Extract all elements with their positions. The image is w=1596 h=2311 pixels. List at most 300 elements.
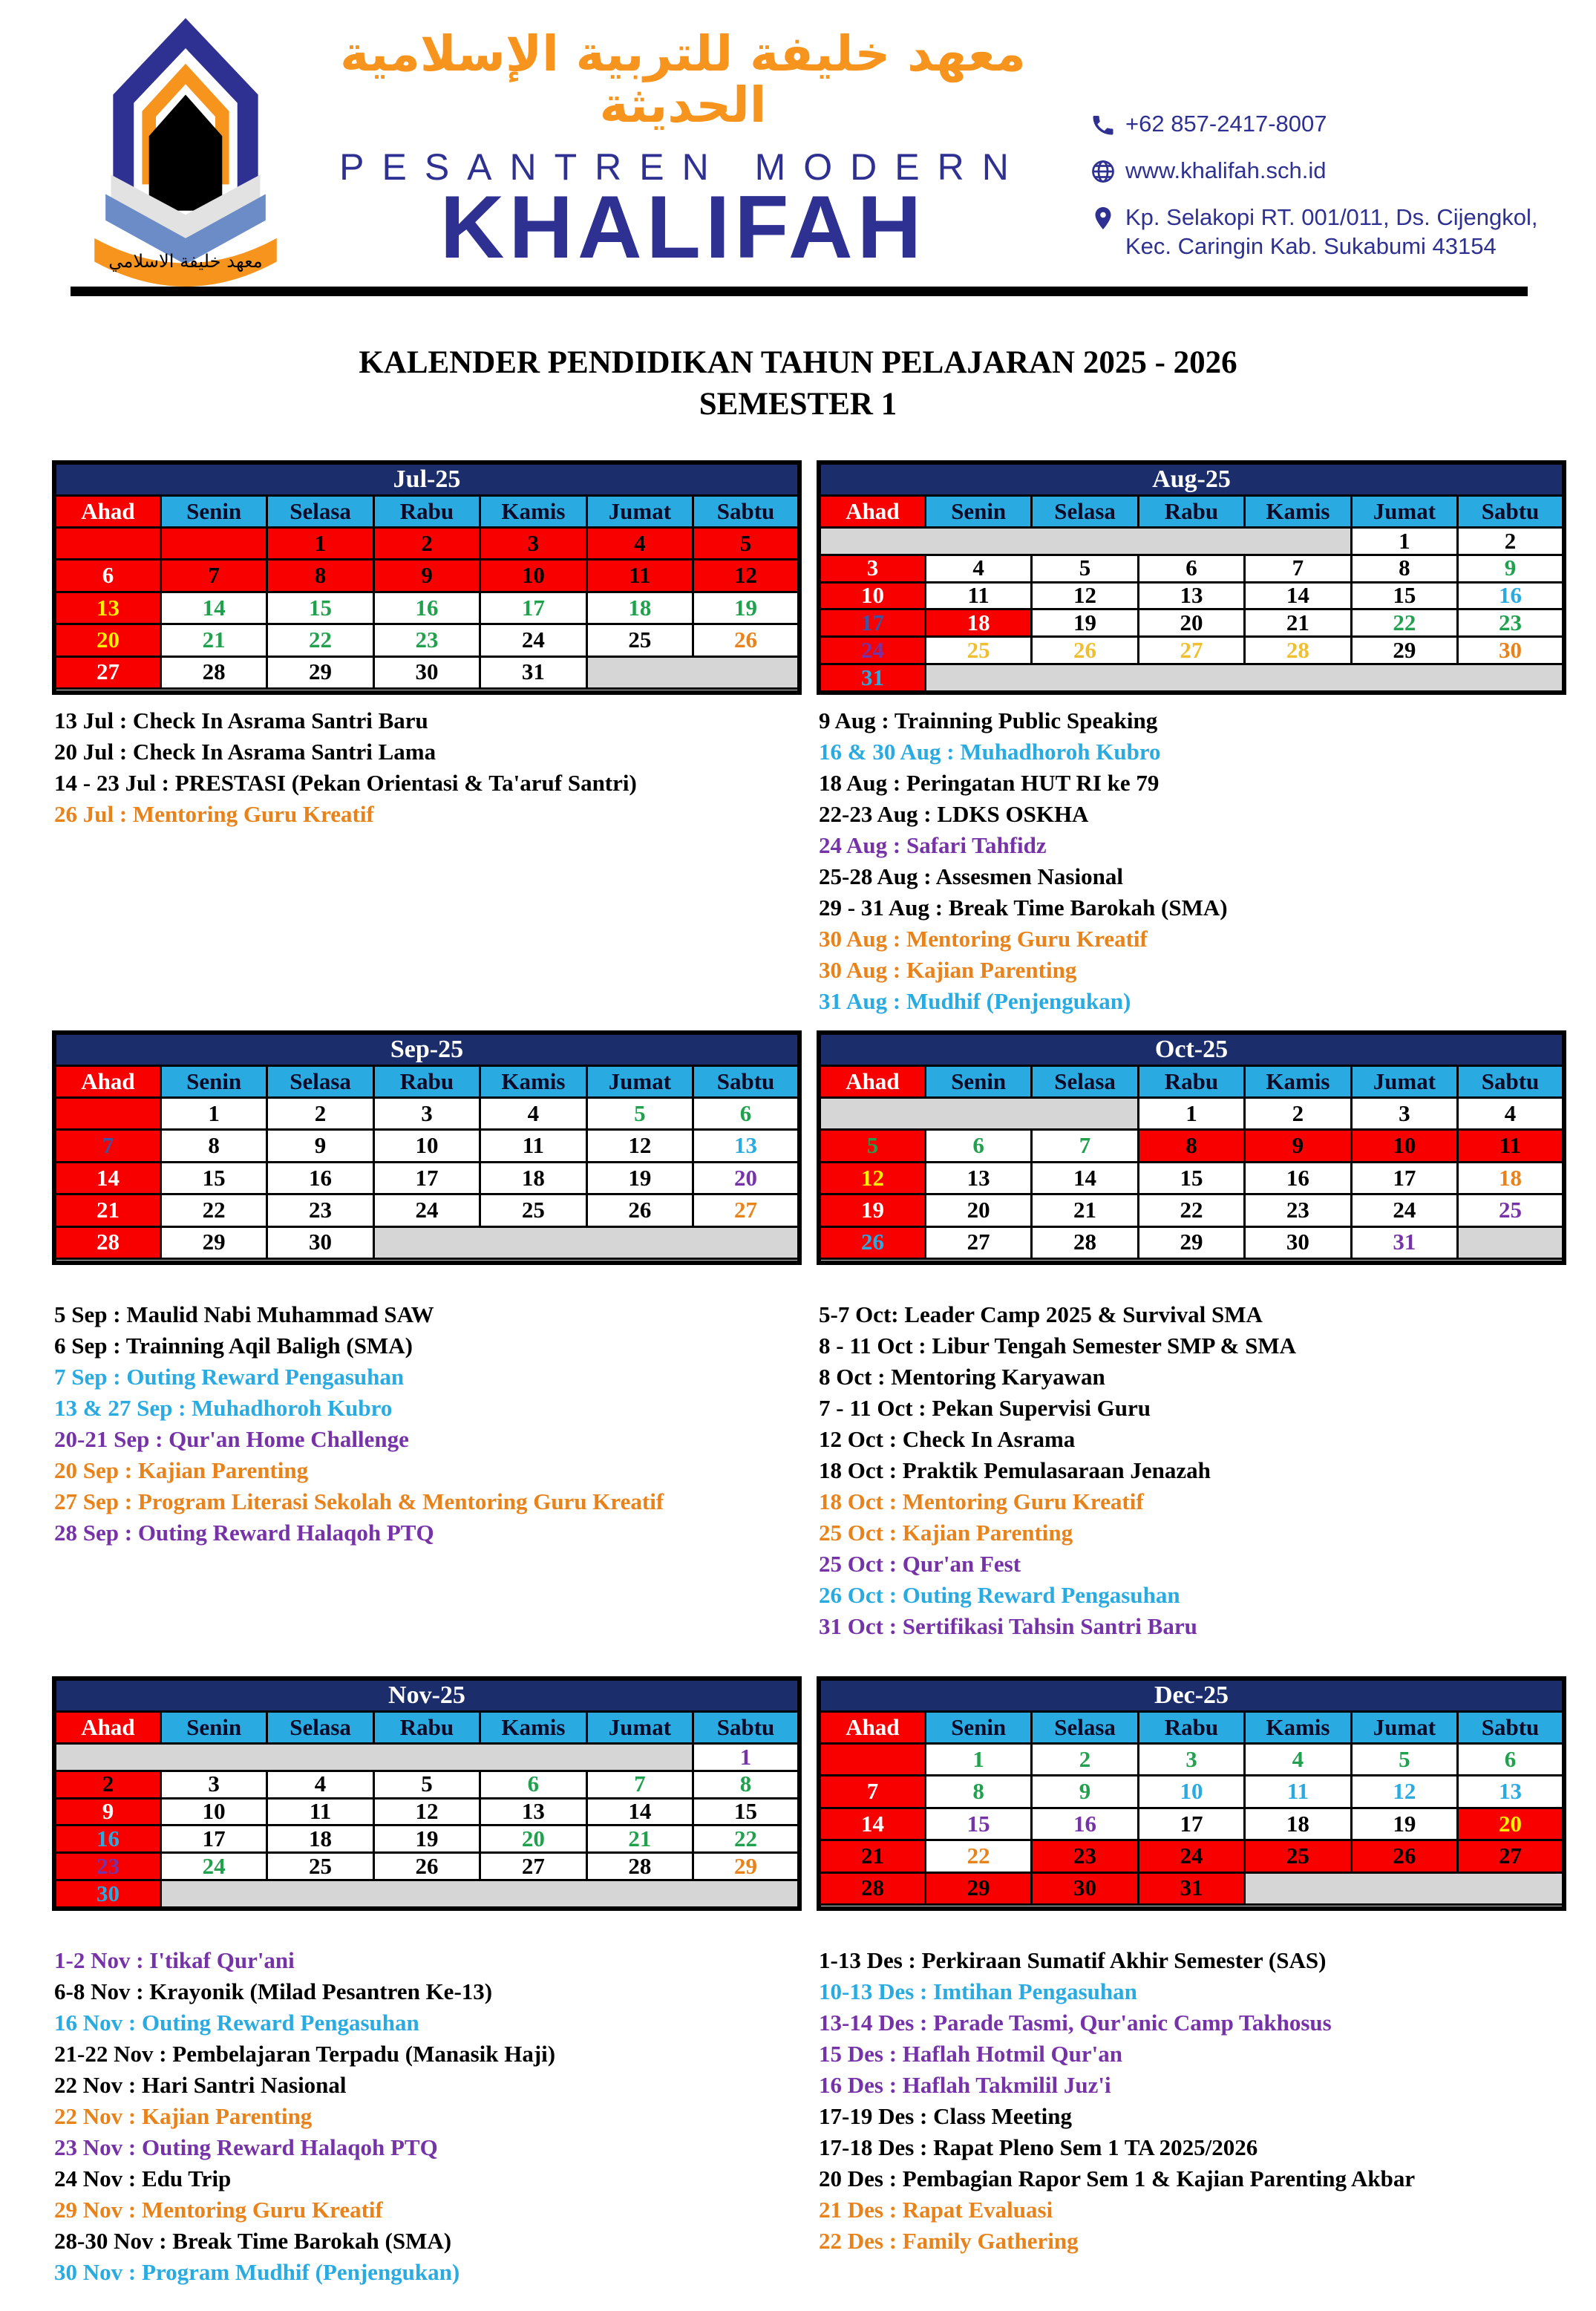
day-cell: 14 xyxy=(160,592,266,624)
day-header-ahad: Ahad xyxy=(54,496,160,528)
contact-phone: +62 857-2417-8007 xyxy=(1125,111,1327,137)
day-cell: 21 xyxy=(1032,1194,1138,1226)
day-cell: 1 xyxy=(1138,1098,1244,1130)
day-cell: 28 xyxy=(819,1872,925,1904)
day-cell: 13 xyxy=(54,592,160,624)
event-item: 23 Nov : Outing Reward Halaqoh PTQ xyxy=(54,2134,438,2160)
day-cell: 7 xyxy=(586,1771,693,1798)
day-cell: 1 xyxy=(267,528,373,560)
day-header-jumat: Jumat xyxy=(1351,1712,1457,1744)
event-item: 8 Oct : Mentoring Karyawan xyxy=(819,1364,1105,1390)
event-item: 24 Aug : Safari Tahfidz xyxy=(819,832,1047,858)
event-item: 25-28 Aug : Assesmen Nasional xyxy=(819,863,1123,889)
day-cell: 5 xyxy=(1032,555,1138,582)
event-item: 14 - 23 Jul : PRESTASI (Pekan Orientasi & Ta'aruf Santri) xyxy=(54,770,637,796)
day-cell: 17 xyxy=(373,1162,480,1194)
day-header-jumat: Jumat xyxy=(586,1712,693,1744)
event-item: 22 Nov : Hari Santri Nasional xyxy=(54,2072,347,2098)
empty-cell xyxy=(54,688,799,693)
day-cell: 9 xyxy=(54,1798,160,1825)
day-cell: 30 xyxy=(1032,1872,1138,1904)
day-cell: 18 xyxy=(586,592,693,624)
day-cell: 24 xyxy=(1351,1194,1457,1226)
day-cell: 8 xyxy=(267,560,373,592)
day-cell: 12 xyxy=(586,1130,693,1162)
header-divider xyxy=(71,287,1528,296)
day-cell: 23 xyxy=(54,1853,160,1880)
contact-block xyxy=(1090,110,1565,274)
day-header-ahad: Ahad xyxy=(819,496,925,528)
event-item: 26 Jul : Mentoring Guru Kreatif xyxy=(54,801,374,827)
day-cell: 15 xyxy=(1138,1162,1244,1194)
event-item: 27 Sep : Program Literasi Sekolah & Mentoring Guru Kreatif xyxy=(54,1488,664,1514)
empty-cell xyxy=(1458,1226,1564,1258)
day-cell: 6 xyxy=(1458,1744,1564,1776)
calendar-table-nov-25 xyxy=(52,1676,802,1911)
day-cell: 15 xyxy=(925,1808,1031,1840)
day-cell: 2 xyxy=(267,1098,373,1130)
day-cell: 23 xyxy=(1032,1840,1138,1872)
day-header-kamis: Kamis xyxy=(1245,496,1351,528)
day-header-sabtu: Sabtu xyxy=(693,1712,799,1744)
event-item: 16 & 30 Aug : Muhadhoroh Kubro xyxy=(819,739,1161,765)
day-cell: 12 xyxy=(1032,582,1138,609)
day-cell: 31 xyxy=(819,664,925,693)
day-cell: 3 xyxy=(480,528,586,560)
day-header-senin: Senin xyxy=(925,496,1031,528)
day-cell: 29 xyxy=(925,1872,1031,1904)
day-header-rabu: Rabu xyxy=(1138,496,1244,528)
day-cell: 26 xyxy=(1351,1840,1457,1872)
contact-website[interactable]: www.khalifah.sch.id xyxy=(1125,157,1327,183)
contact-address-row xyxy=(1090,203,1565,261)
day-cell: 3 xyxy=(1351,1098,1457,1130)
day-cell: 21 xyxy=(586,1825,693,1853)
day-cell: 16 xyxy=(1032,1808,1138,1840)
day-header-sabtu: Sabtu xyxy=(1458,496,1564,528)
event-item: 31 Oct : Sertifikasi Tahsin Santri Baru xyxy=(819,1613,1197,1639)
day-cell: 1 xyxy=(925,1744,1031,1776)
event-item: 21 Des : Rapat Evaluasi xyxy=(819,2197,1053,2223)
event-item: 22 Nov : Kajian Parenting xyxy=(54,2103,313,2129)
day-cell: 28 xyxy=(586,1853,693,1880)
event-item: 8 - 11 Oct : Libur Tengah Semester SMP & SMA xyxy=(819,1333,1296,1359)
event-item: 31 Aug : Mudhif (Penjengukan) xyxy=(819,988,1131,1014)
event-item: 25 Oct : Kajian Parenting xyxy=(819,1520,1073,1546)
empty-cell xyxy=(1245,1872,1564,1904)
day-cell: 2 xyxy=(54,1771,160,1798)
event-item: 6 Sep : Trainning Aqil Baligh (SMA) xyxy=(54,1333,413,1359)
empty-cell xyxy=(819,1904,1564,1909)
day-cell: 17 xyxy=(480,592,586,624)
day-header-kamis: Kamis xyxy=(480,496,586,528)
day-cell: 3 xyxy=(160,1771,266,1798)
day-cell: 15 xyxy=(267,592,373,624)
day-cell: 8 xyxy=(1138,1130,1244,1162)
day-cell: 30 xyxy=(373,656,480,688)
day-header-jumat: Jumat xyxy=(1351,1066,1457,1098)
day-cell: 28 xyxy=(1245,637,1351,664)
event-item: 20 Des : Pembagian Rapor Sem 1 & Kajian Parenting Akbar xyxy=(819,2165,1416,2191)
day-cell: 21 xyxy=(819,1840,925,1872)
logo-subtitle: PESANTREN MODERN xyxy=(339,146,1027,188)
day-cell: 11 xyxy=(267,1798,373,1825)
day-cell: 6 xyxy=(54,560,160,592)
day-header-selasa: Selasa xyxy=(267,1066,373,1098)
day-cell: 5 xyxy=(1351,1744,1457,1776)
event-item: 20 Sep : Kajian Parenting xyxy=(54,1457,309,1483)
day-cell: 3 xyxy=(1138,1744,1244,1776)
day-cell: 19 xyxy=(373,1825,480,1853)
page-subtitle: SEMESTER 1 xyxy=(699,387,897,422)
event-item: 29 - 31 Aug : Break Time Barokah (SMA) xyxy=(819,895,1228,921)
day-cell: 13 xyxy=(1458,1776,1564,1808)
day-cell: 14 xyxy=(586,1798,693,1825)
contact-website-row xyxy=(1090,157,1565,191)
calendar-table-dec-25 xyxy=(817,1676,1566,1911)
event-item: 21-22 Nov : Pembelajaran Terpadu (Manasik Haji) xyxy=(54,2041,556,2067)
day-header-sabtu: Sabtu xyxy=(1458,1066,1564,1098)
event-item: 17-18 Des : Rapat Pleno Sem 1 TA 2025/2026 xyxy=(819,2134,1258,2160)
empty-cell xyxy=(160,528,266,560)
day-header-jumat: Jumat xyxy=(586,1066,693,1098)
day-header-selasa: Selasa xyxy=(267,496,373,528)
day-cell: 11 xyxy=(1458,1130,1564,1162)
day-header-sabtu: Sabtu xyxy=(693,1066,799,1098)
day-cell: 24 xyxy=(373,1194,480,1226)
day-cell: 21 xyxy=(54,1194,160,1226)
day-cell: 6 xyxy=(925,1130,1031,1162)
day-header-rabu: Rabu xyxy=(1138,1066,1244,1098)
event-item: 12 Oct : Check In Asrama xyxy=(819,1426,1076,1452)
day-cell: 12 xyxy=(819,1162,925,1194)
day-cell: 19 xyxy=(586,1162,693,1194)
day-header-senin: Senin xyxy=(160,1712,266,1744)
day-cell: 17 xyxy=(160,1825,266,1853)
logo-arabic-calligraphy: معهد خليفة للتربية الإسلامية الحديثة xyxy=(340,25,1026,134)
day-cell: 7 xyxy=(1032,1130,1138,1162)
day-cell: 25 xyxy=(1245,1840,1351,1872)
day-cell: 1 xyxy=(160,1098,266,1130)
day-cell: 31 xyxy=(1138,1872,1244,1904)
calendar-table-jul-25 xyxy=(52,460,802,695)
empty-cell xyxy=(54,1744,693,1771)
day-cell: 14 xyxy=(819,1808,925,1840)
logo-school-name: KHALIFAH xyxy=(439,177,926,277)
day-cell: 24 xyxy=(1138,1840,1244,1872)
day-cell: 4 xyxy=(1245,1744,1351,1776)
month-title: Dec-25 xyxy=(819,1679,1564,1712)
day-cell: 19 xyxy=(1351,1808,1457,1840)
day-cell: 18 xyxy=(267,1825,373,1853)
month-events xyxy=(819,705,1591,1017)
day-header-jumat: Jumat xyxy=(586,496,693,528)
day-cell: 16 xyxy=(54,1825,160,1853)
day-cell: 4 xyxy=(925,555,1031,582)
day-cell: 18 xyxy=(480,1162,586,1194)
day-cell: 6 xyxy=(693,1098,799,1130)
month-events xyxy=(819,1945,1591,2257)
event-item: 20-21 Sep : Qur'an Home Challenge xyxy=(54,1426,409,1452)
day-cell: 20 xyxy=(1458,1808,1564,1840)
day-cell: 18 xyxy=(925,609,1031,637)
day-cell: 11 xyxy=(480,1130,586,1162)
empty-cell xyxy=(925,664,1564,693)
month-events xyxy=(54,705,826,830)
month-title: Oct-25 xyxy=(819,1033,1564,1066)
day-cell: 2 xyxy=(1245,1098,1351,1130)
day-cell: 13 xyxy=(693,1130,799,1162)
day-header-senin: Senin xyxy=(160,1066,266,1098)
school-logo-emblem xyxy=(74,10,297,287)
day-cell: 17 xyxy=(819,609,925,637)
empty-cell xyxy=(160,1880,799,1909)
day-cell: 17 xyxy=(1138,1808,1244,1840)
globe-icon xyxy=(1090,157,1125,191)
day-header-kamis: Kamis xyxy=(1245,1712,1351,1744)
month-events xyxy=(54,1945,826,2288)
event-item: 10-13 Des : Imtihan Pengasuhan xyxy=(819,1978,1137,2004)
contact-address-line1: Kp. Selakopi RT. 001/011, Ds. Cijengkol, xyxy=(1125,204,1538,230)
day-header-ahad: Ahad xyxy=(54,1066,160,1098)
day-cell: 8 xyxy=(693,1771,799,1798)
day-cell: 16 xyxy=(1245,1162,1351,1194)
contact-phone-row xyxy=(1090,110,1565,144)
day-cell: 25 xyxy=(1458,1194,1564,1226)
day-cell: 9 xyxy=(1032,1776,1138,1808)
day-header-jumat: Jumat xyxy=(1351,496,1457,528)
location-pin-icon xyxy=(1090,203,1125,238)
day-cell: 26 xyxy=(1032,637,1138,664)
day-cell: 11 xyxy=(586,560,693,592)
day-cell: 27 xyxy=(925,1226,1031,1258)
day-cell: 22 xyxy=(1351,609,1457,637)
day-cell: 24 xyxy=(160,1853,266,1880)
event-item: 20 Jul : Check In Asrama Santri Lama xyxy=(54,739,436,765)
day-cell: 7 xyxy=(54,1130,160,1162)
day-cell: 11 xyxy=(1245,1776,1351,1808)
event-item: 1-2 Nov : I'tikaf Qur'ani xyxy=(54,1947,295,1973)
day-cell: 12 xyxy=(693,560,799,592)
day-cell: 6 xyxy=(1138,555,1244,582)
event-item: 1-13 Des : Perkiraan Sumatif Akhir Semester (SAS) xyxy=(819,1947,1327,1973)
day-cell: 2 xyxy=(1458,528,1564,555)
event-item: 26 Oct : Outing Reward Pengasuhan xyxy=(819,1582,1180,1608)
empty-cell xyxy=(819,1258,1564,1263)
day-cell: 13 xyxy=(1138,582,1244,609)
event-item: 13 Jul : Check In Asrama Santri Baru xyxy=(54,707,428,733)
day-cell: 19 xyxy=(1032,609,1138,637)
month-block-aug-25 xyxy=(817,460,1566,1014)
day-cell: 20 xyxy=(693,1162,799,1194)
day-cell: 15 xyxy=(693,1798,799,1825)
day-header-sabtu: Sabtu xyxy=(1458,1712,1564,1744)
day-cell: 20 xyxy=(1138,609,1244,637)
day-header-senin: Senin xyxy=(160,496,266,528)
day-header-kamis: Kamis xyxy=(480,1066,586,1098)
day-cell: 23 xyxy=(1458,609,1564,637)
event-item: 13-14 Des : Parade Tasmi, Qur'anic Camp Takhosus xyxy=(819,2010,1332,2036)
month-block-nov-25 xyxy=(52,1676,802,2285)
day-cell: 5 xyxy=(693,528,799,560)
day-header-kamis: Kamis xyxy=(1245,1066,1351,1098)
day-cell: 8 xyxy=(925,1776,1031,1808)
event-item: 9 Aug : Trainning Public Speaking xyxy=(819,707,1158,733)
day-cell: 10 xyxy=(160,1798,266,1825)
day-cell: 27 xyxy=(1458,1840,1564,1872)
event-item: 18 Aug : Peringatan HUT RI ke 79 xyxy=(819,770,1160,796)
day-cell: 4 xyxy=(480,1098,586,1130)
day-cell: 16 xyxy=(267,1162,373,1194)
day-cell: 29 xyxy=(1351,637,1457,664)
event-item: 6-8 Nov : Krayonik (Milad Pesantren Ke-13) xyxy=(54,1978,493,2004)
day-cell: 8 xyxy=(160,1130,266,1162)
day-cell: 28 xyxy=(160,656,266,688)
event-item: 30 Nov : Program Mudhif (Penjengukan) xyxy=(54,2259,460,2285)
month-title: Aug-25 xyxy=(819,462,1564,496)
day-cell: 13 xyxy=(480,1798,586,1825)
month-block-dec-25 xyxy=(817,1676,1566,2254)
event-item: 18 Oct : Praktik Pemulasaraan Jenazah xyxy=(819,1457,1211,1483)
event-item: 30 Aug : Kajian Parenting xyxy=(819,957,1077,983)
empty-cell xyxy=(54,1258,799,1263)
day-cell: 29 xyxy=(160,1226,266,1258)
day-cell: 1 xyxy=(1351,528,1457,555)
event-item: 29 Nov : Mentoring Guru Kreatif xyxy=(54,2197,383,2223)
day-cell: 13 xyxy=(925,1162,1031,1194)
day-cell: 24 xyxy=(819,637,925,664)
day-cell: 23 xyxy=(373,624,480,656)
day-cell: 3 xyxy=(373,1098,480,1130)
day-cell: 7 xyxy=(1245,555,1351,582)
day-cell: 29 xyxy=(267,656,373,688)
day-cell: 26 xyxy=(373,1853,480,1880)
event-item: 28 Sep : Outing Reward Halaqoh PTQ xyxy=(54,1520,434,1546)
event-item: 30 Aug : Mentoring Guru Kreatif xyxy=(819,926,1148,952)
month-title: Sep-25 xyxy=(54,1033,799,1066)
day-cell: 20 xyxy=(925,1194,1031,1226)
day-cell: 31 xyxy=(480,656,586,688)
day-cell: 23 xyxy=(1245,1194,1351,1226)
day-header-ahad: Ahad xyxy=(819,1712,925,1744)
day-header-selasa: Selasa xyxy=(1032,1066,1138,1098)
day-cell: 4 xyxy=(1458,1098,1564,1130)
month-events xyxy=(819,1299,1591,1642)
day-cell: 19 xyxy=(819,1194,925,1226)
day-header-sabtu: Sabtu xyxy=(693,496,799,528)
day-cell: 27 xyxy=(54,656,160,688)
empty-cell xyxy=(819,1098,1138,1130)
event-item: 17-19 Des : Class Meeting xyxy=(819,2103,1072,2129)
event-item: 28-30 Nov : Break Time Barokah (SMA) xyxy=(54,2228,452,2254)
day-cell: 18 xyxy=(1458,1162,1564,1194)
empty-cell xyxy=(54,1098,160,1130)
day-cell: 27 xyxy=(480,1853,586,1880)
event-item: 7 - 11 Oct : Pekan Supervisi Guru xyxy=(819,1395,1151,1421)
day-header-rabu: Rabu xyxy=(1138,1712,1244,1744)
day-header-ahad: Ahad xyxy=(819,1066,925,1098)
month-title: Nov-25 xyxy=(54,1679,799,1712)
empty-cell xyxy=(819,528,1351,555)
day-cell: 10 xyxy=(819,582,925,609)
day-cell: 30 xyxy=(267,1226,373,1258)
event-item: 5 Sep : Maulid Nabi Muhammad SAW xyxy=(54,1301,434,1327)
day-cell: 29 xyxy=(693,1853,799,1880)
day-cell: 23 xyxy=(267,1194,373,1226)
day-cell: 21 xyxy=(160,624,266,656)
day-cell: 25 xyxy=(586,624,693,656)
day-cell: 30 xyxy=(1245,1226,1351,1258)
day-header-senin: Senin xyxy=(925,1712,1031,1744)
day-cell: 22 xyxy=(1138,1194,1244,1226)
day-cell: 16 xyxy=(373,592,480,624)
day-cell: 28 xyxy=(54,1226,160,1258)
day-cell: 2 xyxy=(1032,1744,1138,1776)
empty-cell xyxy=(54,528,160,560)
calendar-table-sep-25 xyxy=(52,1030,802,1265)
day-header-rabu: Rabu xyxy=(373,1066,480,1098)
month-title: Jul-25 xyxy=(54,462,799,496)
day-cell: 4 xyxy=(586,528,693,560)
event-item: 22-23 Aug : LDKS OSKHA xyxy=(819,801,1089,827)
event-item: 18 Oct : Mentoring Guru Kreatif xyxy=(819,1488,1144,1514)
event-item: 16 Des : Haflah Takmilil Juz'i xyxy=(819,2072,1111,2098)
event-item: 24 Nov : Edu Trip xyxy=(54,2165,232,2191)
day-cell: 3 xyxy=(819,555,925,582)
day-cell: 11 xyxy=(925,582,1031,609)
day-cell: 9 xyxy=(1245,1130,1351,1162)
month-block-oct-25 xyxy=(817,1030,1566,1639)
day-header-rabu: Rabu xyxy=(373,496,480,528)
day-cell: 21 xyxy=(1245,609,1351,637)
day-header-selasa: Selasa xyxy=(267,1712,373,1744)
day-cell: 6 xyxy=(480,1771,586,1798)
event-item: 22 Des : Family Gathering xyxy=(819,2228,1079,2254)
day-cell: 7 xyxy=(160,560,266,592)
day-cell: 14 xyxy=(54,1162,160,1194)
event-item: 13 & 27 Sep : Muhadhoroh Kubro xyxy=(54,1395,393,1421)
emblem-ribbon-text: معهد خليفة الاسلامي xyxy=(108,250,263,272)
day-header-kamis: Kamis xyxy=(480,1712,586,1744)
calendar-table-oct-25 xyxy=(817,1030,1566,1265)
day-cell: 5 xyxy=(373,1771,480,1798)
day-cell: 8 xyxy=(1351,555,1457,582)
day-cell: 17 xyxy=(1351,1162,1457,1194)
day-cell: 5 xyxy=(819,1130,925,1162)
event-item: 7 Sep : Outing Reward Pengasuhan xyxy=(54,1364,405,1390)
day-cell: 15 xyxy=(160,1162,266,1194)
month-block-jul-25 xyxy=(52,460,802,827)
day-cell: 31 xyxy=(1351,1226,1457,1258)
empty-cell xyxy=(819,1744,925,1776)
day-cell: 22 xyxy=(160,1194,266,1226)
day-cell: 9 xyxy=(267,1130,373,1162)
month-block-sep-25 xyxy=(52,1030,802,1546)
day-cell: 27 xyxy=(1138,637,1244,664)
day-header-rabu: Rabu xyxy=(373,1712,480,1744)
contact-address xyxy=(1125,203,1537,261)
phone-icon xyxy=(1090,110,1125,144)
day-header-ahad: Ahad xyxy=(54,1712,160,1744)
page-title: KALENDER PENDIDIKAN TAHUN PELAJARAN 2025 - 2026 xyxy=(359,345,1237,380)
day-cell: 28 xyxy=(1032,1226,1138,1258)
calendar-table-aug-25 xyxy=(817,460,1566,695)
day-header-selasa: Selasa xyxy=(1032,496,1138,528)
day-cell: 10 xyxy=(1351,1130,1457,1162)
day-cell: 26 xyxy=(586,1194,693,1226)
empty-cell xyxy=(586,656,799,688)
contact-address-line2: Kec. Caringin Kab. Sukabumi 43154 xyxy=(1125,232,1497,259)
